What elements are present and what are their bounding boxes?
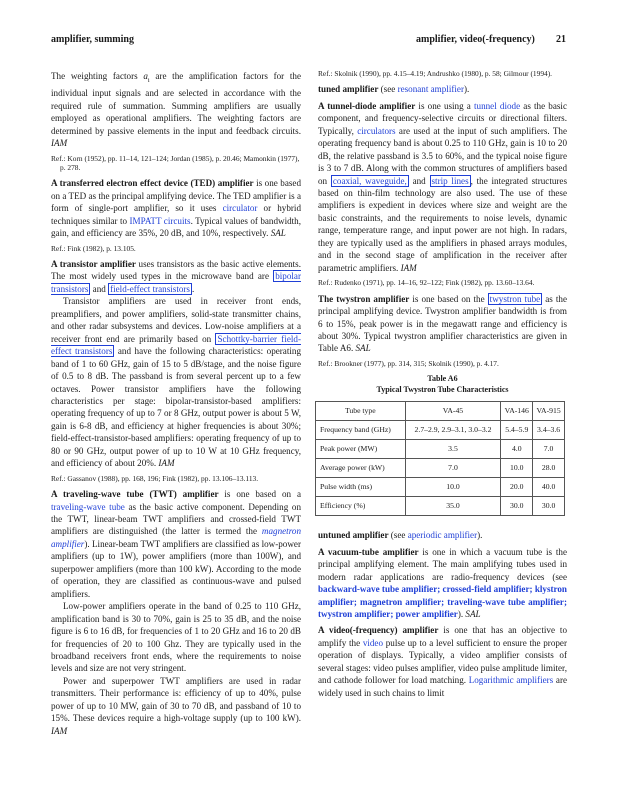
table-cell: 10.0 [405,478,501,497]
table-cell: 20.0 [501,478,533,497]
table-cell: 30.0 [533,497,565,516]
link-field-effect-transistors[interactable]: field-effect transistors [110,283,190,294]
table-row [316,497,565,516]
page-number: 21 [556,34,566,45]
entry-tuned-amplifier: tuned amplifier (see resonant amplifier). [318,84,470,95]
table-cell: 7.0 [533,440,565,459]
left-column [51,70,301,737]
table-cell: Peak power (MW) [316,440,406,459]
table-caption [318,374,567,395]
entry-transistor-amplifier: A transistor amplifier uses transistors as the basic active elements. The most widely used types in the microwave band are bipolar transistors and field-effect transistors . [51,259,301,294]
table-header-cell: VA-45 [405,402,501,421]
table-cell: 7.0 [405,459,501,478]
link-aperiodic-amplifier[interactable]: aperiodic amplifier [407,530,478,541]
link-traveling-wave-tube[interactable]: traveling-wave tube [51,501,125,512]
table-cell: 3.5 [405,440,501,459]
table-cell: 30.0 [501,497,533,516]
table-cell: Average power (kW) [316,459,406,478]
table-row [316,421,565,440]
link-amplifier-list[interactable]: backward-wave tube amplifier; crossed-field amplifier; klystron amplifier; magnetron amplifier; traveling-wave tube amplifier; twystron amplifier; power amplifier [318,584,567,619]
table-cell: 3.4–3.6 [533,421,565,440]
table-header-cell: Tube type [316,402,406,421]
table-cell: 40.0 [533,478,565,497]
entry-video-amplifier: A video(-frequency) amplifier is one that has an objective to amplify the video pulse up to a level sufficient to ensure the proper operation of displays. Typically, a video amplifier consists of several stages: video pulses amplifier, video pulse amplitude limiter, and cathode follower for load matching. Logarithmic amplifiers are widely used in such chains to limit [318,625,568,698]
reference-transistor: Ref.: Gassanov (1988), pp. 168, 196; Fink (1982), pp. 13.106–13.113. [51,473,259,483]
summing-amplifier-continuation: The weighting factors $a_i$ are the amplification factors for the individual input signals and are selected in accordance with the required rule of summation. Summing amplifiers are usually employed as operational amplifiers. The weighting factors are determined by passive elements in the input and feedback circuits. IAM [51,71,301,149]
twt-power: Power and superpower TWT amplifiers are used in radar transmitters. Their performance is: efficiency of up to 40%, pulse power of up to 10 MW, gain of 30 to 70 dB, and passband of 10 to 15%. These devices require a high-voltage supply (up to 100 kW). IAM [51,675,301,736]
table-cell: 4.0 [501,440,533,459]
twystron-table [315,401,565,516]
table-cell: Pulse width (ms) [316,478,406,497]
link-resonant-amplifier[interactable]: resonant amplifier [397,84,464,95]
link-strip-lines[interactable]: strip lines [431,175,469,186]
running-head-left: amplifier, summing [51,34,134,45]
table-cell: Frequency band (GHz) [316,421,406,440]
table-cell: 28.0 [533,459,565,478]
entry-tunnel-diode-amplifier: A tunnel-diode amplifier is one using a tunnel diode as the basic component, and frequency-selective circuits or directional filters. Typically, circulators are used at the input of such amplifiers. The operating frequency band is about 0.25 to 110 GHz, gain is 10 to 20 dB, the relative passband is 3.5 to 60%, and the typical noise figure is 3 to 7 dB. Along with the common structures of amplifiers based on coaxial, waveguide, and strip lines , the integrated structures based on thin-film technology are also used. The use of these amplifiers is expedient in devices where size and weight are the basic constraints, and the requirements to noise levels, dynamic range, temperature range, and input power are not high. In radars, they are typically used as the amplifiers in phased arrays modules, and in the second stage of amplification in the receiver after parametric amplifiers. IAM [318,100,567,273]
twt-low-power: Low-power amplifiers operate in the band of 0.25 to 110 GHz, amplification band is 30 to 70%, gain is 25 to 35 dB, and the noise figure is 6 to 16 dB, for frequencies of 1 to 20 GHz and 16 to 20 dB for frequencies of 20 to 100 Ghz. They are typically used in the broadband receivers front ends, where the requirements to noise levels and size are not very stringent. [51,601,301,674]
table-row [316,440,565,459]
entry-vacuum-tube-amplifier: A vacuum-tube amplifier is one in which a vacuum tube is the principal amplifying element. The main amplifying tubes used in modern radar applications are radio-frequency devices (see backward-wave tube amplifier; crossed-field amplifier; klystron amplifier; magnetron amplifier; traveling-wave tube amplifier; twystron amplifier; power amplifier). SAL [318,546,568,619]
table-header-cell: VA-915 [533,402,565,421]
table-row [316,459,565,478]
table-cell: Efficiency (%) [316,497,406,516]
link-impatt-circuits[interactable]: IMPATT circuits [129,215,191,226]
table-cell: 2.7–2.9, 2.9–3.1, 3.0–3.2 [405,421,501,440]
link-twystron-tube[interactable]: twystron tube [489,293,541,304]
reference-twt: Ref.: Skolnik (1990), pp. 4.15–4.19; Andrushko (1980), p. 58; Gilmour (1994). [318,69,553,78]
table-header-row [316,402,565,421]
entry-twt-amplifier: A traveling-wave tube (TWT) amplifier is one based on a traveling-wave tube as the basic active component. Depending on the TWT, linear-beam TWT amplifiers and crossed-field TWT amplifiers are distinguished (the latter is termed the magnetron amplifier). Linear-beam TWT amplifiers are classified as low-power amplifiers (up to 1W), power amplifiers (more than 100W), and superpower amplifiers (more than 100 kW). According to the mode of operation, they are classified as continuous-wave and pulsed amplifiers. [51,489,301,599]
entry-twystron-amplifier: The twystron amplifier is one based on the twystron tube as the principal amplifying device. Twystron amplifier bandwidth is from 6 to 15%, peak power is in the megawatt range and efficiency is about 30%. Typical twystron amplifier characteristics are given in Table A6. SAL [318,293,567,354]
link-tunnel-diode[interactable]: tunnel diode [474,100,521,111]
reference-tunnel-diode: Ref.: Rudenko (1971), pp. 14–16, 92–122; Fink (1982), pp. 13.60–13.64. [318,278,535,288]
transistor-amplifier-details: Transistor amplifiers are used in receiver front ends, preamplifiers, and power amplifiers, solid-state transmitter chains, and other radar subsystems and devices. Low-noise amplifiers at a receiver front end are primarily based on Schottky-barrier field-effect transistors and have the following characteristics: operating band of 1 to 60 GHz, gain of 15 to 5 dB/stage, and the noise figure of 0.5 to 8 dB. The passband is from several percent up to a few octaves. Power transistor amplifiers have the following characteristics per stage: bipolar-transistor-based amplifiers: operating frequency of up to 7 or 8 GHz, output power is about 5 W, gain is 6-8 dB, and efficiency at higher frequencies is about 30%; field-effect-transistor-based amplifiers: operating frequency of up to 80 or 90 GHz, output power of up to 10 W at 10 GHz frequency, and efficiency of about 20%. IAM [51,296,301,469]
table-label: Table A6 [427,374,458,384]
link-logarithmic-amplifiers[interactable]: Logarithmic amplifiers [468,675,554,686]
link-schottky-barrier-fet[interactable]: Schottky-barrier field-effect transistors [51,333,301,357]
right-column [318,68,567,699]
table-title: Typical Twystron Tube Characteristics [376,384,509,394]
link-video[interactable]: video [362,637,384,648]
entry-untuned-amplifier: untuned amplifier (see aperiodic amplifier). [318,530,483,541]
table-header-cell: VA-146 [501,402,533,421]
table-cell: 35.0 [405,497,501,516]
reference-ted: Ref.: Fink (1982), p. 13.105. [51,243,136,253]
link-bipolar-transistors[interactable]: bipolar transistors [51,271,301,294]
link-magnetron-amplifier[interactable]: magnetron amplifier [51,526,301,549]
link-circulator[interactable]: circulator [222,203,258,214]
table-cell: 5.4–5.9 [501,421,533,440]
running-head-right: amplifier, video(-frequency) [416,34,535,45]
reference-twystron: Ref.: Brookner (1977), pp. 314, 315; Skolnik (1990), p. 4.17. [318,358,499,368]
table-cell: 10.0 [501,459,533,478]
link-coaxial-waveguide[interactable]: coaxial, waveguide, [332,175,407,186]
link-circulators[interactable]: circulators [357,125,396,136]
reference-summing: Ref.: Korn (1952), pp. 11–14, 121–124; Jordan (1985), p. 20.46; Mamonkin (1977), p. 278. [51,153,300,172]
table-row [316,478,565,497]
entry-ted-amplifier: A transferred electron effect device (TED) amplifier is one based on a TED as the principal amplifying device. The TED amplifier is a form of single-port amplifier, so it uses circulator or hybrid techniques similar to IMPATT circuits. Typical values of bandwidth, gain, and efficiency are 35%, 20 dB, and 10%, respectively. SAL [51,178,301,239]
